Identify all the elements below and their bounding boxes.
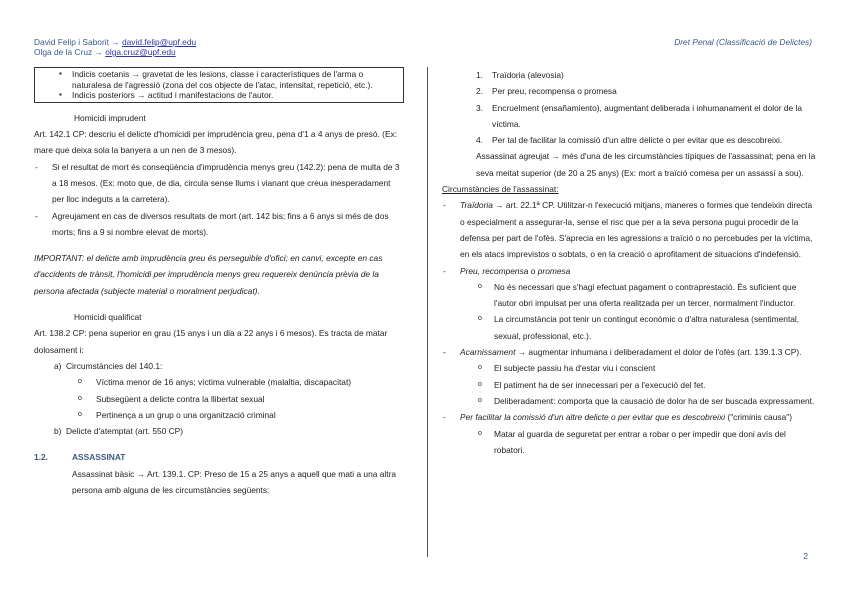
circle-item: o Víctima menor de 16 anys; víctima vulnerable (malaltia, discapacitat) [78, 377, 352, 388]
numbered-item: 1. Traïdoria (alevosia) [476, 70, 564, 80]
heading-homicidi-imprudent: Homicidi imprudent [74, 112, 146, 123]
numbered-item: 2. Per preu, recompensa o promesa [476, 86, 617, 97]
right-column [442, 67, 818, 458]
circle-item: o La circumstància pot tenir un contingut econòmic o d'altra naturalesa (sentimental, sexual, professional, etc.). [478, 314, 800, 341]
author-1-email-link[interactable]: david.felip@upf.edu [121, 37, 197, 47]
numbered-item: 3. Encruelment (ensañamiento), augmentant deliberada i inhumanament el dolor de la víctima. [476, 102, 803, 129]
list-item-b: b) Delicte d'atemptat (art. 550 CP) [54, 426, 184, 437]
numbered-item: 4. Per tal de facilitar la comissió d'un altre delicte o per evitar que es descobreixi. [476, 135, 783, 146]
box-item: ▪ Indicis posteriors → actitud i manifestacions de l'autor. [59, 90, 397, 101]
section-number: 1.2. [34, 452, 48, 463]
left-column [34, 67, 404, 498]
dash-item: - Si el resultat de mort és conseqüència d'imprudència menys greu (142.2): pena de multa de 3 a 18 mesos. (Ex: moto que, de dia, circula sense llums i vianant que creua inesperadament per lloc indeguts a la carretera). [35, 161, 400, 205]
circle-item: o No és necessari que s'hagi efectuat pagament o contraprestació. És suficient que l'autor obri impulsat per una oferta realitzada per un tercer, normalment l'inductor. [478, 281, 797, 309]
dash-item: - Acarnissament → augmentar inhumana i deliberadament el dolor de l'ofès (art. 139.1.3 CP). [443, 347, 802, 358]
circle-item: o Deliberadament: comporta que la causació de dolor ha de ser buscada expressament. [478, 395, 815, 406]
dash-item: - Traïdoria → art. 22.1ª CP. Utilitzar-n l'execució mitjans, maneres o formes que tendeixin directa o especialment a assegurar-la, sense el risc que per a la seva persona pugui procedir de la defensa per part de l'ofès. S'aprecia en les agressions a traïció o no percebudes per la víctima, en els atacs imprevistos o sobtats, o en la creació o aprofitament de situacions d'indefensió. [443, 200, 813, 260]
paragraph: Art. 138.2 CP: pena superior en grau (15 anys i un dia a 22 anys i 6 mesos). Es tracta de matar dolosament i: [34, 328, 388, 355]
page-number: 2 [803, 551, 808, 561]
heading-homicidi-qualificat: Homicidi qualificat [74, 312, 142, 323]
dash-item: - Preu, recompensa o promesa [443, 265, 571, 276]
paragraph-agreujat: Assassinat agreujat → més d'una de les circumstàncies típiques de l'assassinat; pena en la seva meitat superior (de 20 a 25 anys) (Ex: mort a traïció comesa per un assassí a sou). [476, 151, 816, 178]
section-title: ASSASSINAT [72, 452, 126, 463]
circle-item: o Subsegüent a delicte contra la llibertat sexual [78, 393, 265, 404]
circle-item: o Matar al guarda de seguretat per entrar a robar o per impedir que doni avís del robatori. [478, 428, 786, 455]
list-item-a: a) Circumstàncies del 140.1: [54, 360, 163, 371]
paragraph: Assassinat bàsic → Art. 139.1. CP: Preso de 15 a 25 anys a aquell que mati a una altra persona amb alguna de les circumstàncies següents: [72, 468, 397, 496]
author-2-name: Olga de la Cruz → [34, 47, 103, 57]
dash-item: - Agreujament en cas de diversos resultats de mort (art. 142 bis; fins a 6 anys si més de dos morts; fins a 9 si nombre elevat de morts). [35, 210, 389, 237]
paragraph: Art. 142.1 CP: descriu el delicte d'homicidi per imprudència greu, pena d'1 a 4 anys de presó. (Ex: mare que deixa sola la banyera a un nen de 3 mesos). [34, 129, 398, 156]
author-line-2 [34, 47, 196, 57]
header-authors [34, 37, 196, 57]
author-2-email-link[interactable]: olga.cruz@upf.edu [105, 47, 176, 57]
author-1-name: David Felip i Saborit → [34, 37, 120, 47]
dash-item: - Per facilitar la comissió d'un altre delicte o per evitar que es descobreixi ("criminis causa") [443, 412, 792, 423]
document-title: Dret Penal (Classificació de Delictes) [674, 37, 812, 47]
column-divider [427, 67, 428, 557]
circle-item: o El subjecte passiu ha d'estar viu i conscient [478, 363, 656, 374]
author-line-1 [34, 37, 196, 47]
indicis-box [34, 67, 404, 103]
heading-circumstancies: Circumstàncies de l'assassinat: [442, 184, 559, 195]
section-heading-assassinat [34, 449, 404, 465]
important-note: IMPORTANT: el delicte amb imprudència greu és perseguible d'ofici; en canvi, excepte en cas d'accidents de trànsit, l'homicidi per imprudència menys greu requereix denúncia prèvia de la persona afectada (subjecte material o moralment perjudicat). [34, 253, 383, 296]
box-item: ▪ Indicis coetanis → gravetat de les lesions, classe i característiques de l'arma o naturalesa de l'agressió (zona del cos objecte de l'atac, intensitat, repetició, etc.). [59, 69, 397, 90]
circle-item: o Pertinença a un grup o una organització criminal [78, 409, 276, 420]
circle-item: o El patiment ha de ser innecessari per a l'execució del fet. [478, 379, 706, 390]
